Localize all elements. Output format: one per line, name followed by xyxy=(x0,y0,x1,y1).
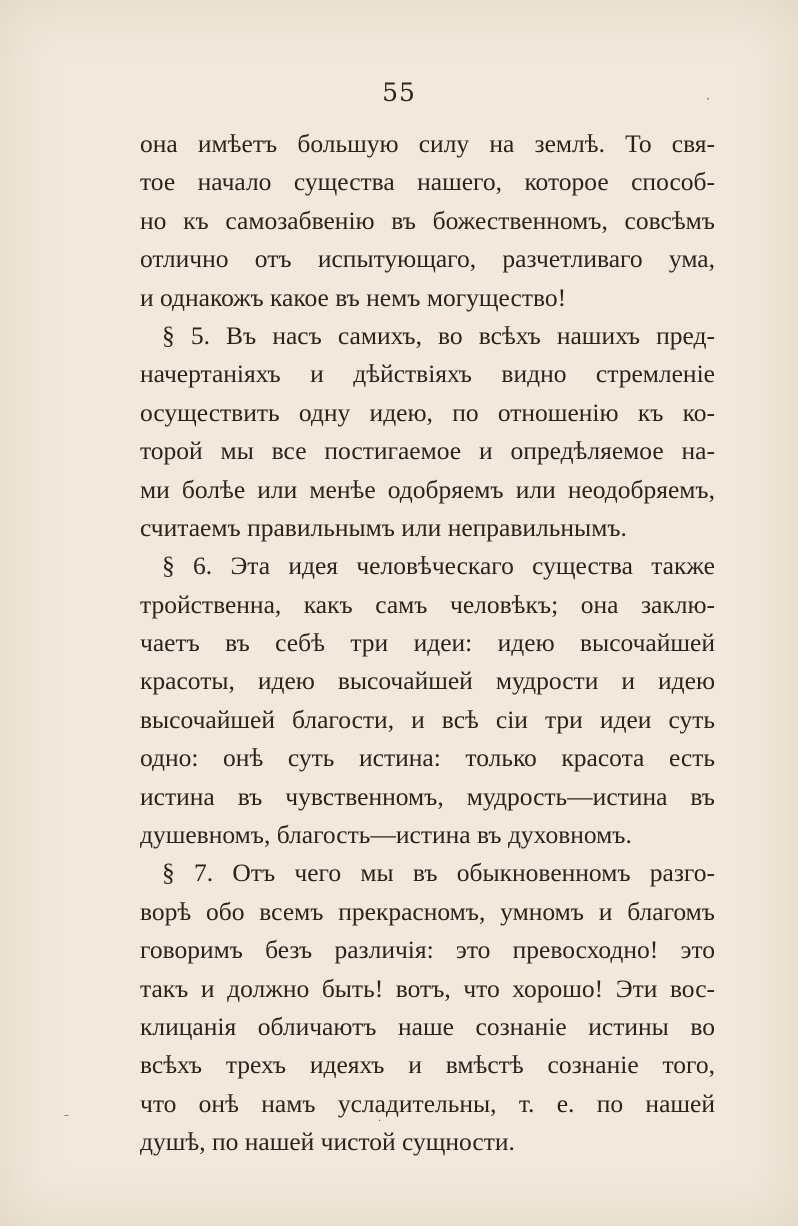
text-line: красоты, идею высочайшей мудрости и идею xyxy=(140,666,715,696)
text-line: высочайшей благости, и всѣ сіи три идеи суть xyxy=(140,704,715,734)
text-line: § 6. Эта идея человѣческаго существа также xyxy=(162,551,715,581)
text-line: говоримъ безъ различія: это превосходно! это xyxy=(140,935,715,965)
body-text xyxy=(140,125,715,1162)
text-line: истина въ чувственномъ, мудрость—истина въ xyxy=(140,781,715,811)
text-line: чаетъ въ себѣ три идеи: идею высочайшей xyxy=(140,628,715,658)
text-line: § 7. Отъ чего мы въ обыкновенномъ разго- xyxy=(162,858,715,888)
ink-speck: – xyxy=(64,1110,69,1121)
text-line: тройственна, какъ самъ человѣкъ; она заклю- xyxy=(140,589,715,619)
text-line: душевномъ, благость—истина въ духовномъ. xyxy=(140,820,632,850)
ink-speck: · xyxy=(706,92,710,106)
text-line: отлично отъ испытующаго, разчетливаго ума, xyxy=(140,244,715,274)
text-line: что онѣ намъ усладительны, т. е. по нашей xyxy=(140,1088,715,1118)
text-line: торой мы все постигаемое и опредѣляемое на- xyxy=(140,436,715,466)
text-line: начертаніяхъ и дѣйствіяхъ видно стремленіе xyxy=(140,359,715,389)
text-line: но къ самозабвенію въ божественномъ, совсѣмъ xyxy=(140,205,715,235)
text-line: тое начало существа нашего, которое способ- xyxy=(140,167,715,197)
text-line: она имѣетъ большую силу на землѣ. То свя- xyxy=(140,129,715,158)
text-line: ми болѣе или менѣе одобряемъ или неодобряемъ, xyxy=(140,474,715,504)
page-number: 55 xyxy=(382,78,416,107)
text-line: одно: онѣ суть истина: только красота есть xyxy=(140,743,715,773)
text-line: считаемъ правильнымъ или неправильнымъ. xyxy=(140,512,627,542)
text-line: осуществить одну идею, по отношенію къ ко- xyxy=(140,397,715,427)
text-line: ворѣ обо всемъ прекрасномъ, умномъ и благомъ xyxy=(140,896,715,926)
text-line: и однакожъ какое въ немъ могущество! xyxy=(140,282,567,312)
text-line: клицанія обличаютъ наше сознаніе истины во xyxy=(140,1011,715,1041)
text-line: душѣ, по нашей чистой сущности. xyxy=(140,1127,515,1157)
text-line: § 5. Въ насъ самихъ, во всѣхъ нашихъ пред- xyxy=(162,320,715,350)
text-line: такъ и должно быть! вотъ, что хорошо! Эти вос- xyxy=(140,973,715,1003)
ink-speck: · xyxy=(378,1116,382,1127)
text-line: всѣхъ трехъ идеяхъ и вмѣстѣ сознаніе того, xyxy=(140,1050,715,1080)
